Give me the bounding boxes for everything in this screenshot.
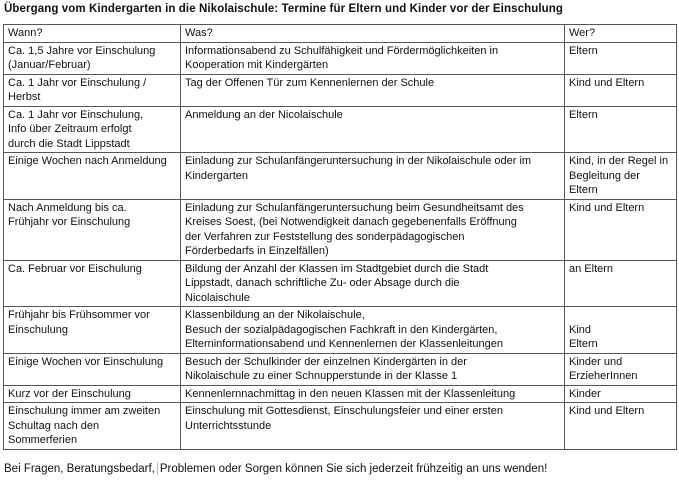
cell-line: Einschulung mit Gottesdienst, Einschulungsfeier und einer ersten <box>185 405 503 417</box>
cell-wer <box>565 74 677 106</box>
cell-line: Informationsabend zu Schulfähigkeit und Fördermöglichkeiten in <box>185 44 499 57</box>
cell-line: Frühjahr vor Einschulung <box>8 216 131 228</box>
table-row <box>4 260 677 307</box>
table-row <box>4 307 677 354</box>
cell-line: Kinder und <box>569 355 623 368</box>
cell-was <box>181 74 565 106</box>
schedule-table <box>3 24 677 450</box>
cell-line: Ca. 1 Jahr vor Einschulung / <box>8 76 147 89</box>
cell-wer <box>565 403 677 450</box>
table-row <box>4 153 677 200</box>
cell-wer <box>565 106 677 153</box>
cell-line: Eltern <box>569 338 598 350</box>
cell-was <box>181 42 565 74</box>
cell-was <box>181 403 565 450</box>
cell-line: Frühjahr bis Frühsommer vor <box>8 309 150 321</box>
cell-wann <box>4 199 181 260</box>
cell-line: Eltern <box>569 108 598 121</box>
cell-line: Lippstadt, danach schriftliche Zu- oder Absage durch die <box>185 277 460 289</box>
cell-line: der Verfahren zur Feststellung des sonderpädagogischen <box>185 230 465 243</box>
table-row <box>4 385 677 403</box>
cell-line: Kind und Eltern <box>569 76 645 89</box>
cell-line: Eltern <box>569 184 598 196</box>
cell-line: Tag der Offenen Tür zum Kennenlernen der Schule <box>185 76 435 89</box>
table-row <box>4 74 677 106</box>
cell-wer <box>565 353 677 385</box>
cell-line: Anmeldung an der Nicolaischule <box>185 108 343 121</box>
cell-wann <box>4 307 181 354</box>
table-row <box>4 403 677 450</box>
cell-was <box>181 106 565 153</box>
cell-wer <box>565 199 677 260</box>
cell-wer <box>565 153 677 200</box>
cell-line <box>569 308 672 323</box>
cell-wann <box>4 74 181 106</box>
cell-wer <box>565 260 677 307</box>
footer-note <box>4 462 679 477</box>
cell-line: Kind und Eltern <box>569 405 645 417</box>
cell-was <box>181 307 565 354</box>
cell-was <box>181 199 565 260</box>
cell-line: Besuch der Schulkinder der einzelnen Kindergärten in der <box>185 355 467 368</box>
cell-line: Bildung der Anzahl der Klassen im Stadtgebiet durch die Stadt <box>185 262 489 275</box>
cell-line: Ca. 1,5 Jahre vor Einschulung <box>8 44 156 57</box>
document-title: Übergang vom Kindergarten in die Nikolaischule: Termine für Eltern und Kinder vor der Einschulung <box>4 3 564 15</box>
cell-line: Einladung zur Schulanfängeruntersuchung beim Gesundheitsamt des <box>185 201 524 214</box>
cell-line: Besuch der sozialpädagogischen Fachkraft in den Kindergärten, <box>185 323 498 336</box>
footer-text-part1: Bei Fragen, Beratungsbedarf, <box>4 462 155 475</box>
table-row <box>4 199 677 260</box>
footer-text-part2: Problemen oder Sorgen können Sie sich jederzeit frühzeitig an uns wenden! <box>159 462 548 475</box>
cell-line: Einige Wochen vor Einschulung <box>8 355 164 368</box>
cell-line: Kindergarten <box>185 169 248 182</box>
cell-line: Kennenlernnachmittag in den neuen Klassen mit der Klassenleitung <box>185 387 516 400</box>
cell-line: Kreises Soest, (bei Notwendigkeit danach gegebenenfalls Eröffnung <box>185 216 517 228</box>
cell-line: Nach Anmeldung bis ca. <box>8 201 127 214</box>
cell-line: Elterninformationsabend und Kennenlernen der Klassenleitungen <box>185 338 504 350</box>
cell-wann <box>4 353 181 385</box>
cell-wann <box>4 403 181 450</box>
cell-line: Kind und Eltern <box>569 201 645 214</box>
table-header-row <box>4 25 677 43</box>
cell-line: Eltern <box>569 44 598 57</box>
cell-line: Nicolaischule <box>185 291 250 304</box>
cell-line: Ca. 1 Jahr vor Einschulung, <box>8 108 144 121</box>
cell-line: Klassenbildung an der Nikolaischule, <box>185 309 365 321</box>
cell-wann <box>4 106 181 153</box>
cell-line: Einladung zur Schulanfängeruntersuchung in der Nikolaischule oder im <box>185 155 532 167</box>
cell-was <box>181 260 565 307</box>
cell-was <box>181 353 565 385</box>
cell-line: Schultag nach den <box>8 419 100 432</box>
text-cursor <box>157 462 158 475</box>
cell-line: Einschulung immer am zweiten <box>8 405 161 417</box>
table-row <box>4 106 677 153</box>
cell-wann <box>4 153 181 200</box>
cell-line: Förderbedarfs in Einzelfällen) <box>185 245 329 257</box>
table-row <box>4 353 677 385</box>
cell-line: Sommerferien <box>8 434 78 446</box>
cell-wann <box>4 260 181 307</box>
cell-line: Nikolaischule zu einer Schnupperstunde in der Klasse 1 <box>185 370 458 382</box>
cell-wann <box>4 42 181 74</box>
cell-line: durch die Stadt Lippstadt <box>8 137 130 150</box>
cell-line: Unterrichtsstunde <box>185 419 272 432</box>
table-row <box>4 42 677 74</box>
cell-line: an Eltern <box>569 262 614 275</box>
cell-line: Kurz vor der Einschulung <box>8 387 131 400</box>
cell-wer <box>565 42 677 74</box>
cell-line: Kind, in der Regel in <box>569 155 669 167</box>
header-was: Was? <box>181 25 565 43</box>
cell-wer <box>565 385 677 403</box>
cell-line: Begleitung der <box>569 169 640 182</box>
cell-was <box>181 153 565 200</box>
cell-line: ErzieherInnen <box>569 370 638 382</box>
header-wer: Wer? <box>565 25 677 43</box>
cell-line: Info über Zeitraum erfolgt <box>8 123 132 135</box>
cell-line: Kind <box>569 323 592 336</box>
header-wann: Wann? <box>4 25 181 43</box>
cell-was <box>181 385 565 403</box>
cell-line: Einige Wochen nach Anmeldung <box>8 155 167 167</box>
cell-line: (Januar/Februar) <box>8 59 91 71</box>
cell-line: Kinder <box>569 387 601 400</box>
cell-line: Kooperation mit Kindergärten <box>185 59 329 71</box>
cell-line: Ca. Februar vor Eischulung <box>8 262 142 275</box>
cell-line: Herbst <box>8 91 41 103</box>
cell-line: Einschulung <box>8 323 68 336</box>
cell-wann <box>4 385 181 403</box>
cell-wer <box>565 307 677 354</box>
